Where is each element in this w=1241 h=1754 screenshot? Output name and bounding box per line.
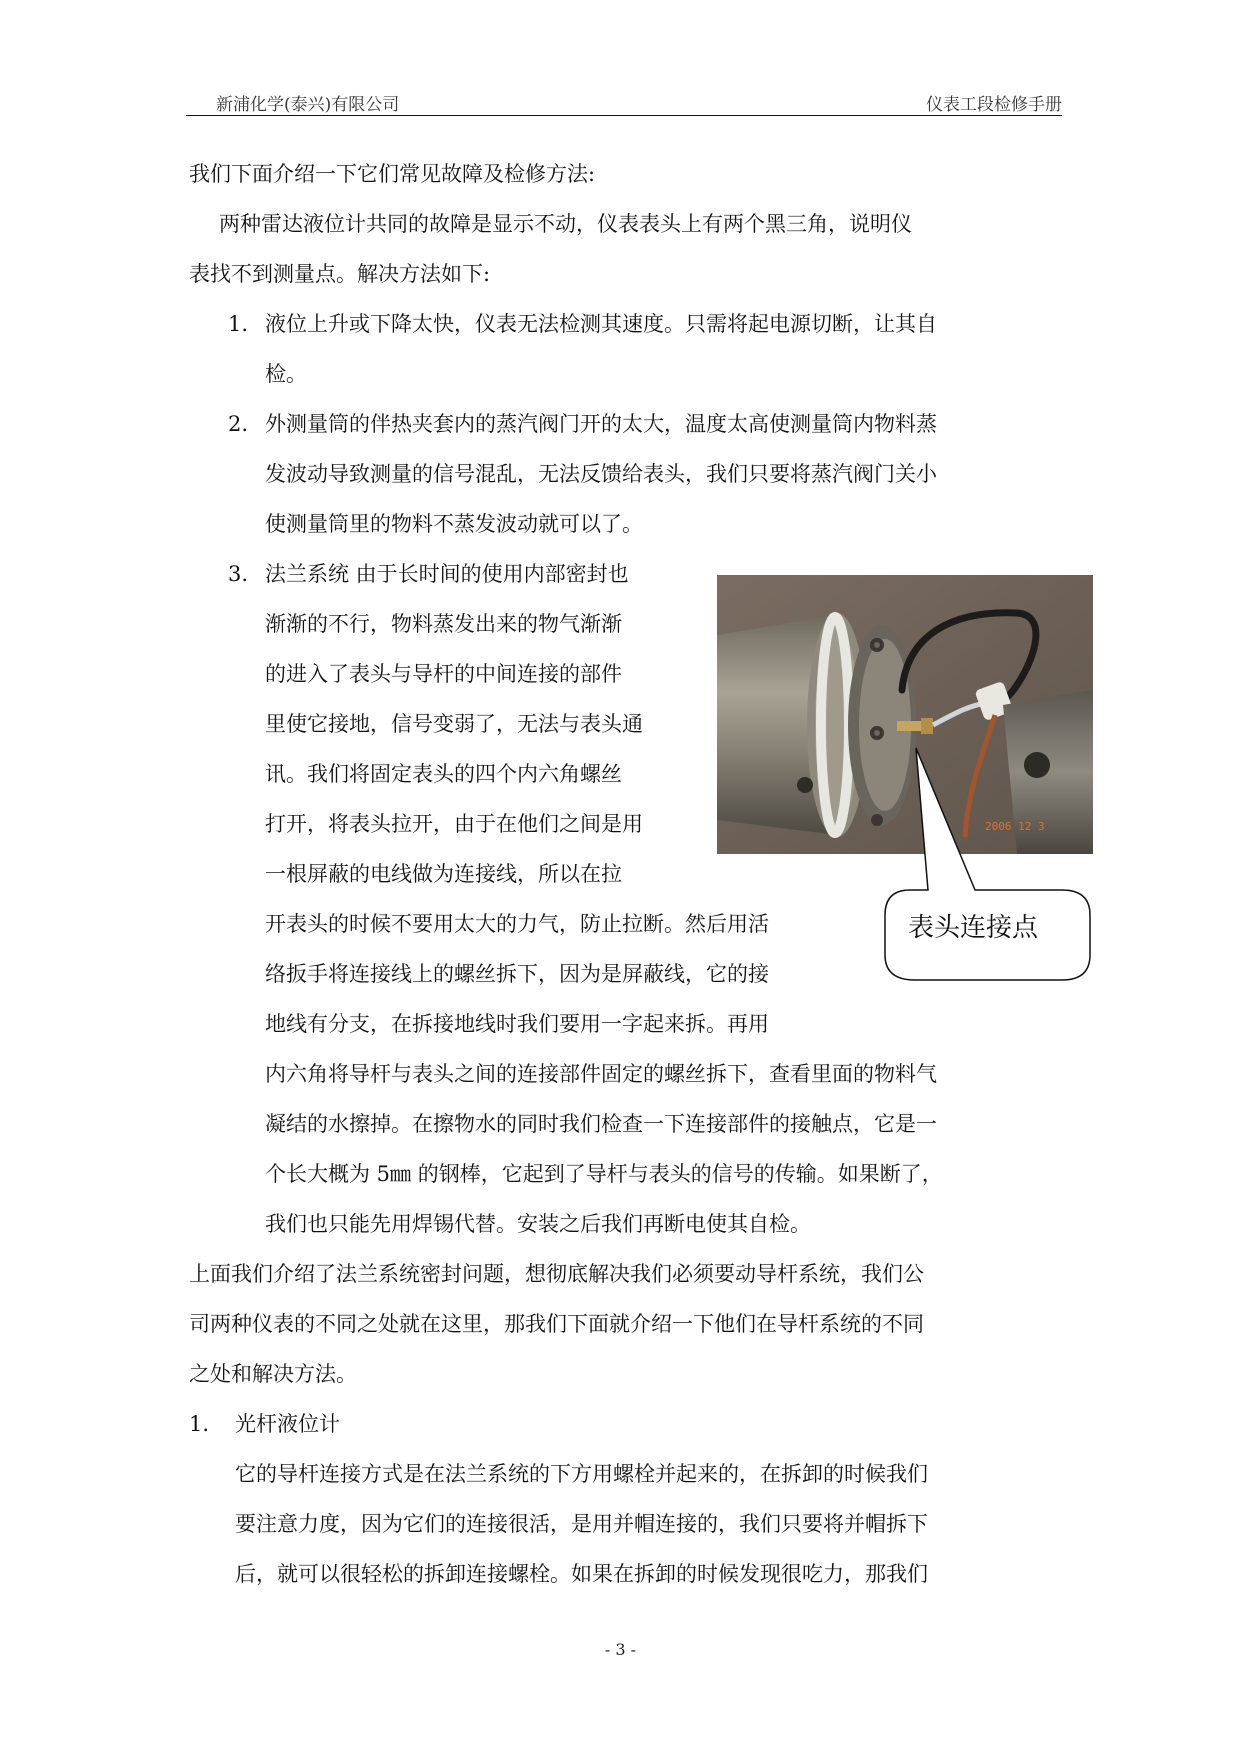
item2-number: 2. (228, 412, 249, 436)
item3-number: 3. (228, 562, 249, 586)
callout-label: 表头连接点 (908, 913, 1039, 943)
item3-line-13: 个长大概为 5㎜ 的钢棒，它起到了导杆与表头的信号的传输。如果断了， (265, 1162, 943, 1186)
para1-line-1: 两种雷达液位计共同的故障是显示不动，仪表表头上有两个黑三角，说明仪 (219, 212, 912, 236)
para2-line-1: 上面我们介绍了法兰系统密封问题，想彻底解决我们必须要动导杆系统，我们公 (189, 1262, 924, 1286)
item3-line-3: 的进入了表头与导杆的中间连接的部件 (265, 662, 622, 686)
section1-title: 光杆液位计 (235, 1412, 340, 1436)
photo-date-stamp: 2006 12 3 (985, 820, 1045, 833)
item1-number: 1. (228, 312, 249, 336)
header-manual-title: 仪表工段检修手册 (926, 95, 1062, 115)
item3-line-2: 渐渐的不行，物料蒸发出来的物气渐渐 (265, 612, 622, 636)
item3-line-7: 一根屏蔽的电线做为连接线，所以在拉 (265, 862, 622, 886)
header-rule (186, 115, 1062, 116)
page-number: - 3 - (604, 1640, 637, 1659)
item3-line-5: 讯。我们将固定表头的四个内六角螺丝 (265, 762, 622, 786)
item3-line-6: 打开，将表头拉开，由于在他们之间是用 (265, 812, 643, 836)
item2-line-3: 使测量筒里的物料不蒸发波动就可以了。 (265, 512, 643, 536)
section1-line-3: 后，就可以很轻松的拆卸连接螺栓。如果在拆卸的时候发现很吃力，那我们 (235, 1562, 928, 1586)
page-header (186, 90, 1062, 114)
section1-line-2: 要注意力度，因为它们的连接很活，是用并帽连接的，我们只要将并帽拆下 (235, 1512, 928, 1536)
item3-line-9: 络扳手将连接线上的螺丝拆下，因为是屏蔽线，它的接 (265, 962, 769, 986)
item2-line-1: 外测量筒的伴热夹套内的蒸汽阀门开的太大，温度太高使测量筒内物料蒸 (265, 412, 937, 436)
section1-line-1: 它的导杆连接方式是在法兰系统的下方用螺栓并起来的，在拆卸的时候我们 (235, 1462, 928, 1486)
callout-bubble (880, 740, 1100, 990)
item3-line-8: 开表头的时候不要用太大的力气，防止拉断。然后用活 (265, 912, 769, 936)
para2-line-3: 之处和解决方法。 (189, 1362, 357, 1386)
section1-number: 1. (189, 1412, 210, 1436)
item3-line-4: 里使它接地，信号变弱了，无法与表头通 (265, 712, 643, 736)
item1-line-2: 检。 (265, 362, 307, 386)
item3-line-11: 内六角将导杆与表头之间的连接部件固定的螺丝拆下，查看里面的物料气 (265, 1062, 937, 1086)
item3-line-14: 我们也只能先用焊锡代替。安装之后我们再断电使其自检。 (265, 1212, 811, 1236)
item3-line-12: 凝结的水擦掉。在擦物水的同时我们检查一下连接部件的接触点，它是一 (265, 1112, 937, 1136)
item1-line-1: 液位上升或下降太快，仪表无法检测其速度。只需将起电源切断，让其自 (265, 312, 937, 336)
item3-line-1: 法兰系统 由于长时间的使用内部密封也 (265, 562, 629, 586)
item2-line-2: 发波动导致测量的信号混乱，无法反馈给表头，我们只要将蒸汽阀门关小 (265, 462, 937, 486)
para2-line-2: 司两种仪表的不同之处就在这里，那我们下面就介绍一下他们在导杆系统的不同 (189, 1312, 924, 1336)
header-company: 新浦化学(泰兴)有限公司 (216, 95, 400, 115)
para1-line-2: 表找不到测量点。解决方法如下: (189, 262, 491, 286)
item3-line-10: 地线有分支，在拆接地线时我们要用一字起来拆。再用 (265, 1012, 769, 1036)
intro-line: 我们下面介绍一下它们常见故障及检修方法: (189, 162, 596, 186)
